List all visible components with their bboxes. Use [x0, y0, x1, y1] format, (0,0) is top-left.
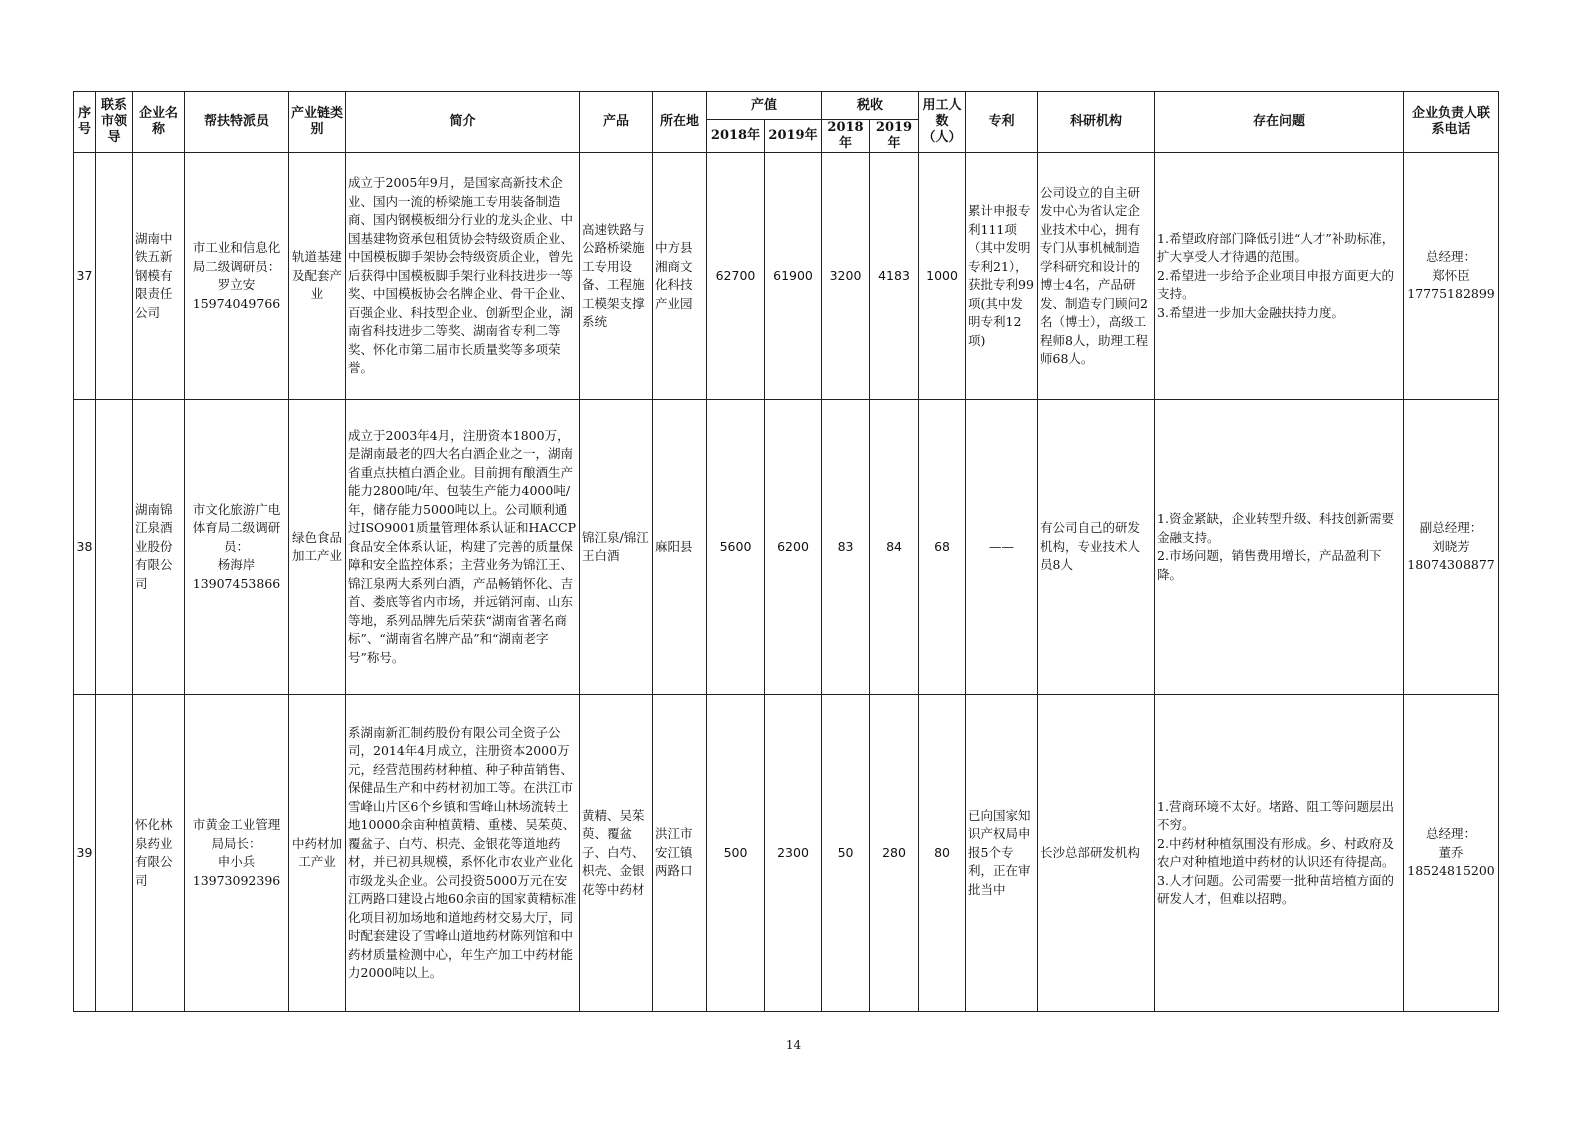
cell-tax-2019: 4183: [870, 153, 919, 400]
cell-chain: 绿色食品加工产业: [289, 400, 346, 695]
header-seq: 序号: [74, 92, 96, 153]
cell-contact: 总经理： 董乔 18524815200: [1404, 695, 1499, 1012]
cell-company: 怀化林泉药业有限公司: [133, 695, 185, 1012]
header-workers: 用工人数（人）: [919, 92, 966, 153]
cell-intro: 系湖南新汇制药股份有限公司全资子公司，2014年4月成立，注册资本2000万元，经营范围药材种植、种子种苗销售、保健品生产和中药材初加工等。在洪江市雪峰山片区6个乡镇和雪峰山林场流转土地10000余亩种植黄精、重楼、吴茱萸、覆盆子、白芍、枳壳、金银花等道地药材，并已初具规模，系怀化市农业产业化市级龙头企业。公司投资5000万元在安江两路口建设占地60余亩的国家黄精标准化项目初加场地和道地药材交易大厅，同时配套建设了雪峰山道地药材陈列馆和中药材质量检测中心，年生产加工中药材能力2000吨以上。: [346, 695, 580, 1012]
header-output-2019: 2019年: [765, 120, 822, 153]
cell-output-2019: 61900: [765, 153, 822, 400]
header-tax: 税收: [822, 92, 919, 120]
enterprise-table: [73, 91, 1499, 1012]
page-number: 14: [785, 1038, 802, 1052]
header-tax-2019: 2019年: [870, 120, 919, 153]
cell-workers: 68: [919, 400, 966, 695]
table-row: [74, 400, 1499, 695]
cell-tax-2018: 3200: [822, 153, 870, 400]
header-leader: 联系市领导: [96, 92, 133, 153]
cell-location: 洪江市安江镇两路口: [653, 695, 707, 1012]
cell-problems: 1.希望政府部门降低引进“人才”补助标准，扩大享受人才待遇的范围。 2.希望进一步给予企业项目申报方面更大的支持。 3.希望进一步加大金融扶持力度。: [1155, 153, 1404, 400]
cell-problems: 1.营商环境不太好。堵路、阻工等问题层出不穷。 2.中药材种植氛围没有形成。乡、村政府及农户对种植地道中药材的认识还有待提高。 3.人才问题。公司需要一批种苗培植方面的研发人才，但难以招聘。: [1155, 695, 1404, 1012]
cell-workers: 1000: [919, 153, 966, 400]
header-location: 所在地: [653, 92, 707, 153]
cell-intro: 成立于2003年4月，注册资本1800万，是湖南最老的四大名白酒企业之一，湖南省重点扶植白酒企业。目前拥有酿酒生产能力2800吨/年、包装生产能力4000吨/年，储存能力5000吨以上。公司顺利通过ISO9001质量管理体系认证和HACCP食品安全体系认证，构建了完善的质量保障和安全监控体系；主营业务为锦江王、锦江泉两大系列白酒，产品畅销怀化、吉首、娄底等省内市场，并远销河南、山东等地，系列品牌先后荣获“湖南省著名商标”、“湖南省名牌产品”和“湖南老字号”称号。: [346, 400, 580, 695]
header-output: 产值: [707, 92, 822, 120]
cell-contact: 总经理： 郑怀臣 17775182899: [1404, 153, 1499, 400]
cell-leader: [96, 153, 133, 400]
cell-leader: [96, 695, 133, 1012]
cell-chain: 轨道基建及配套产业: [289, 153, 346, 400]
header-intro: 简介: [346, 92, 580, 153]
cell-output-2018: 62700: [707, 153, 765, 400]
cell-company: 湖南中铁五新钢模有限责任公司: [133, 153, 185, 400]
header-row-1: [74, 92, 1499, 120]
header-envoy: 帮扶特派员: [185, 92, 289, 153]
header-problems: 存在问题: [1155, 92, 1404, 153]
cell-research: 长沙总部研发机构: [1038, 695, 1155, 1012]
cell-seq: 38: [74, 400, 96, 695]
cell-chain: 中药材加工产业: [289, 695, 346, 1012]
cell-tax-2018: 50: [822, 695, 870, 1012]
cell-product: 黄精、吴茱萸、覆盆子、白芍、枳壳、金银花等中药材: [580, 695, 653, 1012]
cell-location: 麻阳县: [653, 400, 707, 695]
cell-contact: 副总经理： 刘晓芳 18074308877: [1404, 400, 1499, 695]
cell-output-2018: 5600: [707, 400, 765, 695]
cell-patent: ——: [966, 400, 1038, 695]
cell-intro: 成立于2005年9月，是国家高新技术企业、国内一流的桥梁施工专用装备制造商、国内钢模板细分行业的龙头企业、中国基建物资承包租赁协会特级资质企业、中国模板脚手架协会特级资质企业，曾先后获得中国模板脚手架行业科技进步一等奖、中国模板协会名牌企业、骨干企业、百强企业、科技型企业、创新型企业，湖南省科技进步二等奖、湖南省专利二等奖、怀化市第二届市长质量奖等多项荣誉。: [346, 153, 580, 400]
cell-tax-2019: 280: [870, 695, 919, 1012]
table-row: [74, 695, 1499, 1012]
header-output-2018: 2018年: [707, 120, 765, 153]
cell-company: 湖南锦江泉酒业股份有限公司: [133, 400, 185, 695]
cell-tax-2019: 84: [870, 400, 919, 695]
header-chain: 产业链类别: [289, 92, 346, 153]
header-research: 科研机构: [1038, 92, 1155, 153]
cell-patent: 累计申报专利111项（其中发明专利21），获批专利99项(其中发明专利12项): [966, 153, 1038, 400]
cell-leader: [96, 400, 133, 695]
cell-location: 中方县湘商文化科技产业园: [653, 153, 707, 400]
cell-output-2019: 6200: [765, 400, 822, 695]
cell-product: 高速铁路与公路桥梁施工专用设备、工程施工模架支撑系统: [580, 153, 653, 400]
cell-workers: 80: [919, 695, 966, 1012]
header-tax-2018: 2018年: [822, 120, 870, 153]
header-product: 产品: [580, 92, 653, 153]
cell-output-2019: 2300: [765, 695, 822, 1012]
cell-envoy: 市黄金工业管理局局长： 申小兵 13973092396: [185, 695, 289, 1012]
cell-problems: 1.资金紧缺，企业转型升级、科技创新需要金融支持。 2.市场问题，销售费用增长，产品盈利下降。: [1155, 400, 1404, 695]
cell-seq: 39: [74, 695, 96, 1012]
cell-research: 有公司自己的研发机构，专业技术人员8人: [1038, 400, 1155, 695]
cell-output-2018: 500: [707, 695, 765, 1012]
cell-envoy: 市文化旅游广电体育局二级调研员： 杨海岸 13907453866: [185, 400, 289, 695]
header-contact: 企业负责人联系电话: [1404, 92, 1499, 153]
cell-tax-2018: 83: [822, 400, 870, 695]
table-row: [74, 153, 1499, 400]
cell-patent: 已向国家知识产权局申报5个专利，正在审批当中: [966, 695, 1038, 1012]
cell-product: 锦江泉/锦江王白酒: [580, 400, 653, 695]
header-company: 企业名称: [133, 92, 185, 153]
cell-research: 公司设立的自主研发中心为省认定企业技术中心，拥有专门从事机械制造学科研究和设计的博士4名，产品研发、制造专门顾问2名（博士），高级工程师8人，助理工程师68人。: [1038, 153, 1155, 400]
cell-envoy: 市工业和信息化局二级调研员： 罗立安 15974049766: [185, 153, 289, 400]
header-patent: 专利: [966, 92, 1038, 153]
cell-seq: 37: [74, 153, 96, 400]
